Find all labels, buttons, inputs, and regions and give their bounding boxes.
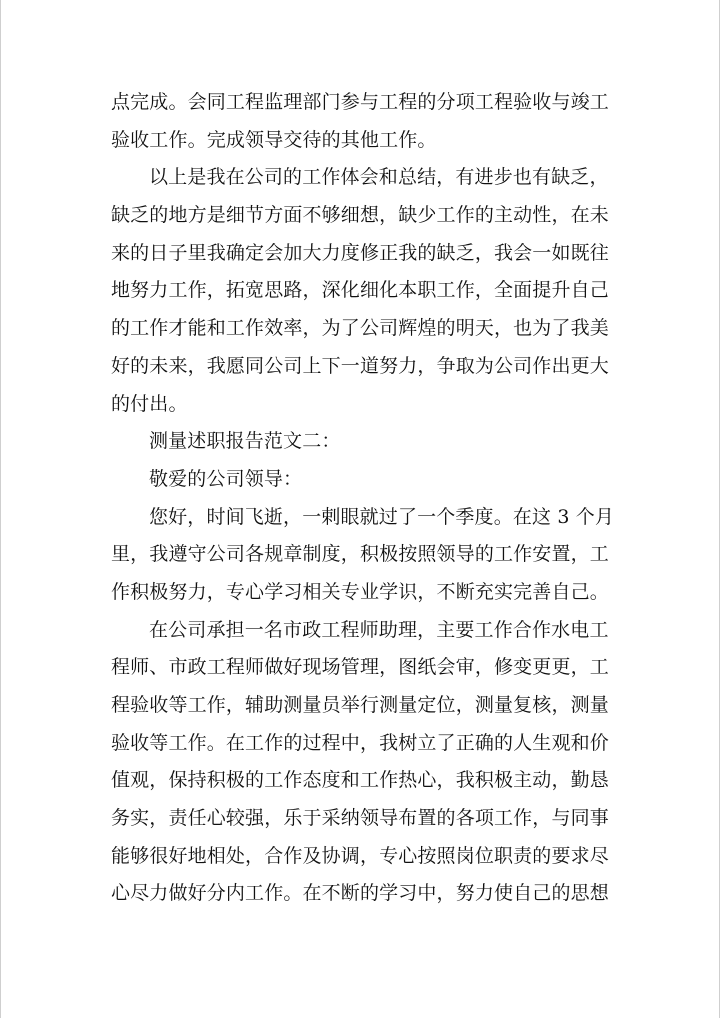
text-line: 程师、市政工程师做好现场管理，图纸会审，修变更更，工 — [111, 656, 609, 679]
text-line: 在公司承担一名市政工程师助理，主要工作合作水电工 — [149, 618, 609, 641]
text-line: 能够很好地相处，合作及协调，专心按照岗位职责的要求尽 — [111, 844, 609, 867]
text-line: 验收工作。完成领导交待的其他工作。 — [111, 128, 437, 151]
text-line: 验收等工作。在工作的过程中，我树立了正确的人生观和价 — [111, 731, 609, 754]
text-line: 作积极努力，专心学习相关专业学识，不断充实完善自己。 — [111, 580, 609, 603]
text-line: 心尽力做好分内工作。在不断的学习中，努力使自己的思想 — [111, 882, 609, 905]
text-line: 务实，责任心较强，乐于采纳领导布置的各项工作，与同事 — [111, 807, 609, 830]
text-line: 测量述职报告范文二： — [149, 430, 341, 453]
text-line: 程验收等工作，辅助测量员举行测量定位，测量复核，测量 — [111, 694, 609, 716]
text-line: 的工作才能和工作效率，为了公司辉煌的明天，也为了我美 — [111, 317, 609, 340]
text-line: 以上是我在公司的工作体会和总结，有进步也有缺乏， — [149, 166, 609, 189]
text-line: 来的日子里我确定会加大力度修正我的缺乏，我会一如既往 — [111, 241, 609, 264]
text-line: 好的未来，我愿同公司上下一道努力，争取为公司作出更大 — [111, 354, 609, 377]
text-line: 地努力工作，拓宽思路，深化细化本职工作，全面提升自己 — [111, 279, 609, 302]
text-line: 里，我遵守公司各规章制度，积极按照领导的工作安置，工 — [111, 543, 609, 566]
text-line: 点完成。会同工程监理部门参与工程的分项工程验收与竣工 — [111, 91, 609, 113]
text-line: 敬爱的公司领导： — [149, 467, 303, 490]
text-line: 缺乏的地方是细节方面不够细想，缺少工作的主动性，在未 — [111, 204, 609, 227]
text-line: 您好，时间飞逝，一剌眼就过了一个季度。在这 3 个月 — [149, 505, 615, 528]
document-body — [111, 84, 615, 913]
text-line: 的付出。 — [111, 392, 188, 415]
text-line: 值观，保持积极的工作态度和工作热心，我积极主动，勤恳 — [111, 769, 609, 792]
